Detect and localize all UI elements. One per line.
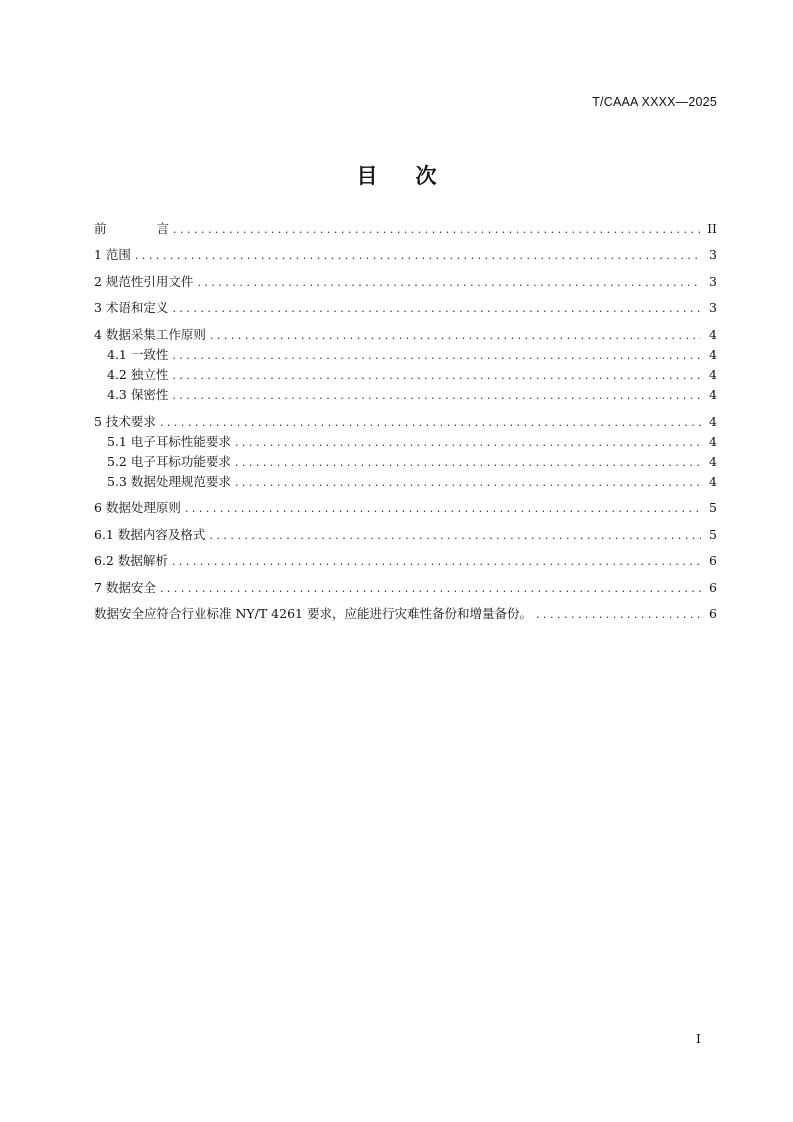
toc-leader-dots <box>135 247 701 265</box>
toc-entry-5-3[interactable] <box>107 473 717 491</box>
toc-leader-dots <box>210 327 701 345</box>
toc-leader-dots <box>235 474 701 492</box>
toc-entry-5[interactable] <box>94 413 717 431</box>
title-char-1: 目 <box>356 164 378 188</box>
toc-leader-dots <box>172 367 701 385</box>
toc-page-number: 4 <box>709 387 717 402</box>
toc-label: 6.2 数据解析 <box>94 553 168 568</box>
toc-page-number: 3 <box>709 247 717 262</box>
page-title <box>0 160 793 190</box>
toc-label: 6 数据处理原则 <box>94 500 181 515</box>
toc-leader-dots <box>185 500 701 518</box>
toc-entry-foreword[interactable] <box>94 220 717 238</box>
toc-entry-4-2[interactable] <box>107 366 717 384</box>
toc-leader-dots <box>235 454 701 472</box>
toc-label: 4.2 独立性 <box>107 367 169 382</box>
footer-page-number: I <box>696 1031 701 1046</box>
toc-label: 5 技术要求 <box>94 414 156 429</box>
toc-label: 4 数据采集工作原则 <box>94 327 206 342</box>
toc-page-number: 6 <box>709 606 717 621</box>
toc-entry-6-2[interactable] <box>94 552 717 570</box>
toc-entry-3[interactable] <box>94 299 717 317</box>
toc-page-number: 4 <box>709 454 717 469</box>
toc-leader-dots <box>172 387 701 405</box>
toc-leader-dots <box>197 274 701 292</box>
toc-page-number: 4 <box>709 327 717 342</box>
toc-page-number: 6 <box>709 580 717 595</box>
toc-entry-4-3[interactable] <box>107 386 717 404</box>
toc-label: 5.1 电子耳标性能要求 <box>107 434 231 449</box>
toc-entry-6[interactable] <box>94 499 717 517</box>
toc-leader-dots <box>235 434 701 452</box>
toc-leader-dots <box>173 221 701 239</box>
toc-entry-5-2[interactable] <box>107 453 717 471</box>
title-char-2: 次 <box>415 164 437 188</box>
toc-entry-4[interactable] <box>94 326 717 344</box>
toc-label: 4.1 一致性 <box>107 347 169 362</box>
toc-page-number: 3 <box>709 274 717 289</box>
toc-page-number: 4 <box>709 474 717 489</box>
toc-leader-dots <box>160 414 701 432</box>
toc-page-number: 3 <box>709 300 717 315</box>
toc-label: 5.3 数据处理规范要求 <box>107 474 231 489</box>
toc-label: 4.3 保密性 <box>107 387 169 402</box>
toc-leader-dots <box>209 527 701 545</box>
toc-label: 7 数据安全 <box>94 580 156 595</box>
toc-page-number: 4 <box>709 347 717 362</box>
page-header-doc-code: T/CAAA XXXX—2025 <box>592 95 717 109</box>
toc-entry-1[interactable] <box>94 246 717 264</box>
toc-entry-4-1[interactable] <box>107 346 717 364</box>
toc-leader-dots <box>172 553 701 571</box>
toc-label: 6.1 数据内容及格式 <box>94 527 206 542</box>
toc-label: 5.2 电子耳标功能要求 <box>107 454 231 469</box>
toc-entry-6-1[interactable] <box>94 526 717 544</box>
toc-entry-7[interactable] <box>94 579 717 597</box>
toc-leader-dots <box>160 580 701 598</box>
toc-label: 3 术语和定义 <box>94 300 169 315</box>
toc-label: 数据安全应符合行业标准 NY/T 4261 要求，应能进行灾难性备份和增量备份。 <box>94 606 532 621</box>
toc-leader-dots <box>172 300 701 318</box>
toc-entry-5-1[interactable] <box>107 433 717 451</box>
toc-page-number: 4 <box>709 434 717 449</box>
toc-page-number: 5 <box>709 500 717 515</box>
toc-page-number: II <box>707 221 717 236</box>
toc-entry-2[interactable] <box>94 273 717 291</box>
toc-label: 1 范围 <box>94 247 131 262</box>
toc-page-number: 6 <box>709 553 717 568</box>
toc-leader-dots <box>536 606 701 624</box>
toc-page-number: 4 <box>709 414 717 429</box>
toc-leader-dots <box>172 347 701 365</box>
toc-label: 前 言 <box>94 221 170 236</box>
toc-entry-7-detail[interactable] <box>94 605 717 623</box>
toc-label: 2 规范性引用文件 <box>94 274 194 289</box>
toc-page-number: 4 <box>709 367 717 382</box>
toc-page-number: 5 <box>709 527 717 542</box>
